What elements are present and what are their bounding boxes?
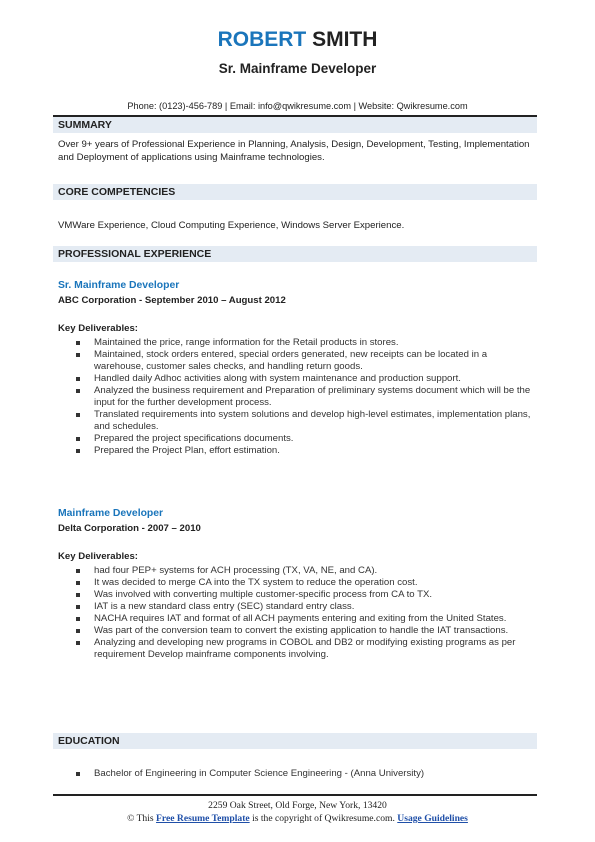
- list-item: Analyzing and developing new programs in COBOL and DB2 or modifying existing programs as per requirement Develop mainframe components involving.: [74, 637, 536, 661]
- footer-copyright: © This Free Resume Template is the copyright of Qwikresume.com. Usage Guidelines: [127, 813, 468, 824]
- list-item: Was part of the conversion team to convert the existing application to handle the IAT transactions.: [74, 625, 536, 637]
- bullet-icon: [76, 341, 80, 345]
- footer-rule: [53, 794, 537, 796]
- bullet-icon: [76, 629, 80, 633]
- competencies-text: VMWare Experience, Cloud Computing Experience, Windows Server Experience.: [58, 220, 405, 231]
- summary-text: Over 9+ years of Professional Experience in Planning, Analysis, Design, Development, Testing, Implementation and Deployment of applications using Mainframe technologies.: [58, 139, 530, 163]
- list-item: Maintained the price, range information for the Retail products in stores.: [74, 337, 536, 349]
- key-deliverables-label: Key Deliverables:: [58, 323, 138, 334]
- list-item: Prepared the Project Plan, effort estimation.: [74, 445, 536, 457]
- list-item: Bachelor of Engineering in Computer Science Engineering - (Anna University): [74, 768, 536, 780]
- list-item: It was decided to merge CA into the TX system to reduce the operation cost.: [74, 577, 536, 589]
- bullet-icon: [76, 593, 80, 597]
- candidate-name: [0, 28, 595, 52]
- bullet-icon: [76, 772, 80, 776]
- list-item: NACHA requires IAT and format of all ACH payments entering and exiting from the United States.: [74, 613, 536, 625]
- education-list: [74, 768, 536, 780]
- bullet-icon: [76, 605, 80, 609]
- list-item: Was involved with converting multiple customer-specific process from CA to TX.: [74, 589, 536, 601]
- list-item: had four PEP+ systems for ACH processing (TX, VA, NE, and CA).: [74, 565, 536, 577]
- bullet-icon: [76, 413, 80, 417]
- competencies-heading: CORE COMPETENCIES: [53, 184, 537, 200]
- bullet-icon: [76, 581, 80, 585]
- last-name: SMITH: [312, 28, 378, 51]
- job-company: ABC Corporation - September 2010 – August 2012: [58, 295, 286, 306]
- bullet-icon: [76, 377, 80, 381]
- usage-guidelines-link[interactable]: Usage Guidelines: [397, 813, 468, 824]
- list-item: IAT is a new standard class entry (SEC) standard entry class.: [74, 601, 536, 613]
- bullet-icon: [76, 449, 80, 453]
- bullet-icon: [76, 569, 80, 573]
- free-resume-template-link[interactable]: Free Resume Template: [156, 813, 250, 824]
- list-item: Analyzed the business requirement and Preparation of preliminary systems document which will be the input for the further development process.: [74, 385, 536, 409]
- candidate-title: Sr. Mainframe Developer: [218, 61, 377, 76]
- summary-heading: SUMMARY: [53, 117, 537, 133]
- footer-address: 2259 Oak Street, Old Forge, New York, 13420: [208, 800, 387, 811]
- first-name: ROBERT: [217, 28, 307, 51]
- education-heading: EDUCATION: [53, 733, 537, 749]
- bullet-icon: [76, 437, 80, 441]
- job-title: Sr. Mainframe Developer: [58, 280, 180, 291]
- bullet-icon: [76, 641, 80, 645]
- list-item: Prepared the project specifications documents.: [74, 433, 536, 445]
- job-1-bullets: [74, 337, 536, 457]
- job-company: Delta Corporation - 2007 – 2010: [58, 523, 201, 534]
- bullet-icon: [76, 353, 80, 357]
- experience-heading: PROFESSIONAL EXPERIENCE: [53, 246, 537, 262]
- contact-line: Phone: (0123)-456-789 | Email: info@qwikresume.com | Website: Qwikresume.com: [127, 101, 468, 111]
- job-title: Mainframe Developer: [58, 508, 164, 519]
- bullet-icon: [76, 617, 80, 621]
- job-2-bullets: [74, 565, 536, 661]
- list-item: Maintained, stock orders entered, special orders generated, new receipts can be located in a warehouse, customer sales checks, and handling return goods.: [74, 349, 536, 373]
- bullet-icon: [76, 389, 80, 393]
- key-deliverables-label: Key Deliverables:: [58, 551, 138, 562]
- list-item: Translated requirements into system solutions and develop high-level estimates, implementation plans, and schedules.: [74, 409, 536, 433]
- list-item: Handled daily Adhoc activities along with system maintenance and production support.: [74, 373, 536, 385]
